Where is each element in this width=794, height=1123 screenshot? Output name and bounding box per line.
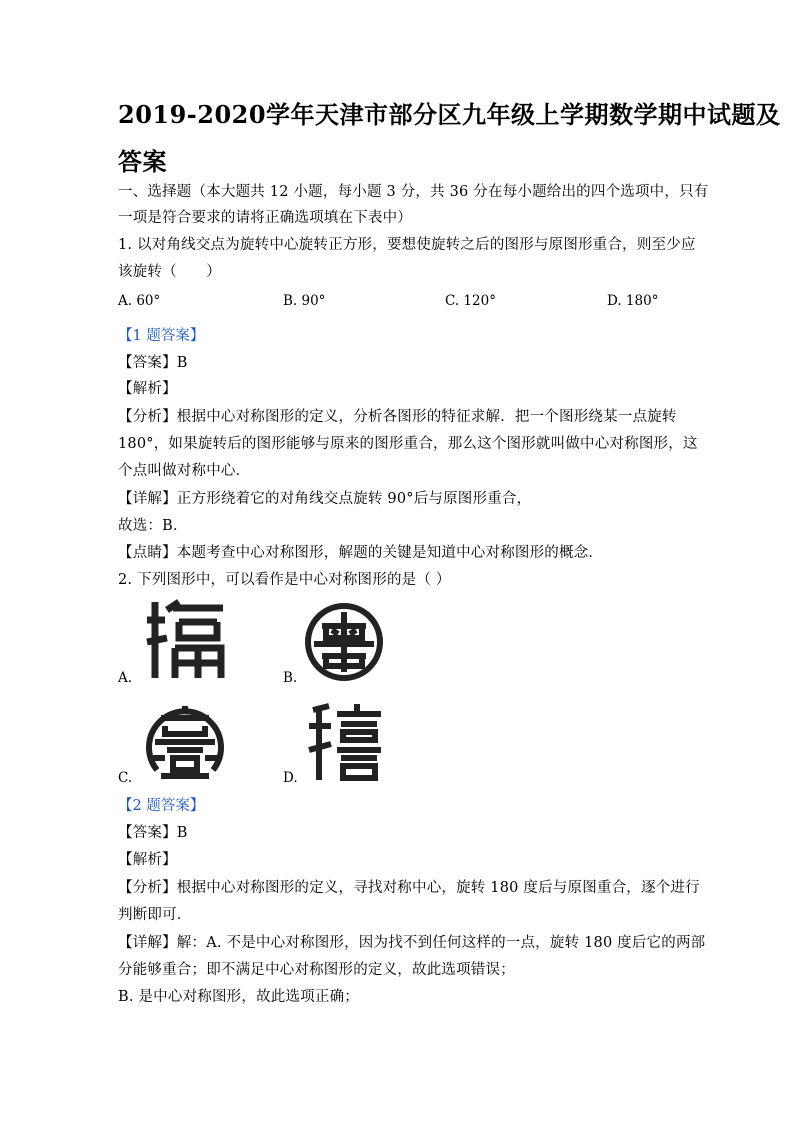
- q1-fenxi-line1: 【分析】根据中心对称图形的定义，分析各图形的特征求解．把一个图形绕某一点旋转: [118, 409, 677, 425]
- section-heading-line1: 一、选择题（本大题共 12 小题，每小题 3 分，共 36 分在每小题给出的四个选项中，只有: [118, 184, 709, 200]
- q2-figure-c: [143, 700, 227, 784]
- q2-answer: 【答案】B: [118, 825, 188, 841]
- q2-fenxi-line1: 【分析】根据中心对称图形的定义，寻找对称中心，旋转 180 度后与原图重合，逐个进行: [118, 880, 700, 896]
- q1-option-d: D. 180°: [607, 293, 659, 309]
- q2-figure-a: [143, 598, 227, 682]
- q1-fenxi-line2: 180°，如果旋转后的图形能够与原来的图形重合，那么这个图形就叫做中心对称图形，这: [118, 436, 698, 452]
- q2-label-d: D.: [283, 770, 298, 786]
- q1-gu: 故选：B．: [118, 518, 188, 534]
- q1-option-b: B. 90°: [283, 293, 326, 309]
- q2-label-c: C.: [118, 770, 133, 786]
- section-heading-line2: 一项是符合要求的请将正确选项填在下表中）: [118, 210, 412, 226]
- q2-fenxi-line2: 判断即可．: [118, 907, 192, 923]
- q2-figure-d: [303, 700, 387, 784]
- doc-title-line2: 答案: [118, 147, 167, 176]
- q1-answer-heading: 【1 题答案】: [118, 328, 205, 344]
- q1-answer: 【答案】B: [118, 355, 188, 371]
- q2-stem: 2. 下列图形中，可以看作是中心对称图形的是（ ）: [118, 572, 451, 588]
- q1-dianjing: 【点睛】本题考查中心对称图形，解题的关键是知道中心对称图形的概念．: [118, 545, 604, 561]
- q1-xiangjie: 【详解】正方形绕着它的对角线交点旋转 90°后与原图形重合，: [118, 491, 532, 507]
- q2-label-b: B.: [283, 670, 298, 686]
- q1-stem-line1: 1. 以对角线交点为旋转中心旋转正方形，要想使旋转之后的图形与原图形重合，则至少应: [118, 237, 696, 253]
- q2-xiangjie-line3: B. 是中心对称图形，故此选项正确；: [118, 989, 359, 1005]
- q1-fenxi-line3: 个点叫做对称中心．: [118, 463, 251, 479]
- q2-label-a: A.: [118, 670, 133, 686]
- q1-option-a: A. 60°: [118, 293, 161, 309]
- q2-answer-heading: 【2 题答案】: [118, 798, 205, 814]
- q1-analysis-label: 【解析】: [118, 381, 177, 397]
- q2-figure-b: [302, 600, 386, 684]
- q2-xiangjie-line1: 【详解】解：A. 不是中心对称图形，因为找不到任何这样的一点，旋转 180 度后它的两部: [118, 935, 706, 951]
- q1-stem-line2: 该旋转（ ）: [118, 264, 221, 280]
- q2-analysis-label: 【解析】: [118, 852, 177, 868]
- doc-title-line1: 2019-2020学年天津市部分区九年级上学期数学期中试题及: [118, 100, 781, 129]
- q1-option-c: C. 120°: [445, 293, 496, 309]
- q2-xiangjie-line2: 分能够重合；即不满足中心对称图形的定义，故此选项错误；: [118, 962, 515, 978]
